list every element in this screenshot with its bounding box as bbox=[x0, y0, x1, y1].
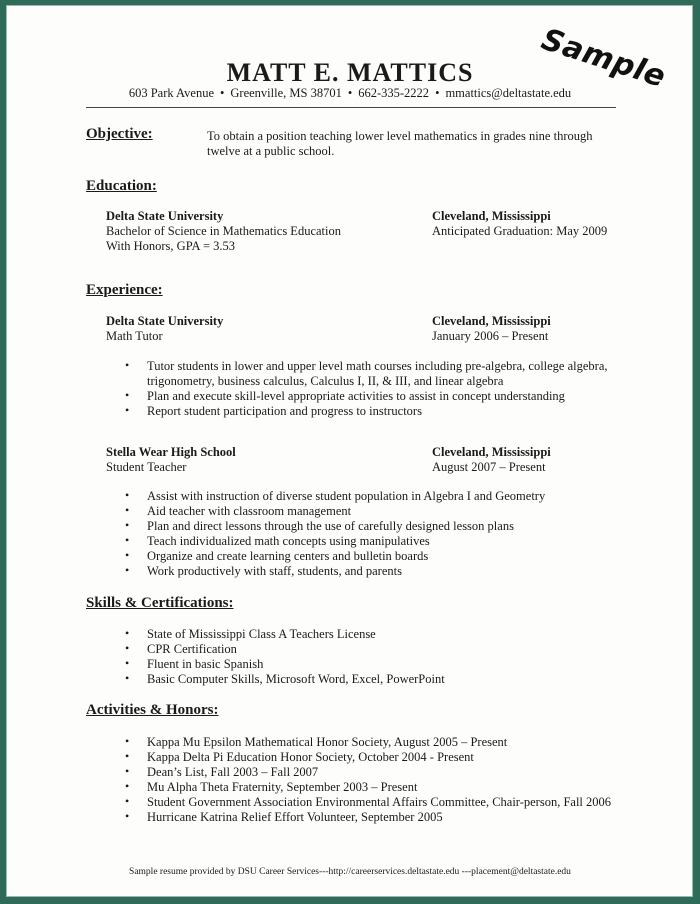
list-item-text: Kappa Delta Pi Education Honor Society, October 2004 - Present bbox=[147, 750, 474, 764]
list-item-text: Student Government Association Environmental Affairs Committee, Chair-person, Fall 2006 bbox=[147, 795, 612, 809]
list-item-text: Assist with instruction of diverse student population in Algebra I and Geometry bbox=[147, 489, 546, 503]
list-item-text: Kappa Mu Epsilon Mathematical Honor Society, August 2005 – Present bbox=[147, 735, 508, 749]
bullet-icon: • bbox=[125, 358, 130, 372]
bullet-icon: • bbox=[125, 764, 130, 778]
job-location: Cleveland, Mississippi bbox=[432, 314, 551, 328]
sample-stamp: Sample bbox=[537, 22, 670, 95]
contact-line bbox=[0, 86, 700, 101]
bullet-icon: • bbox=[125, 794, 130, 808]
job-title: Student Teacher bbox=[106, 460, 187, 474]
resume-name: MATT E. MATTICS bbox=[226, 58, 474, 87]
bullet-icon: • bbox=[125, 388, 130, 402]
list-item-text: Report student participation and progress to instructors bbox=[147, 404, 422, 418]
list-item-text: Organize and create learning centers and bulletin boards bbox=[147, 549, 429, 563]
bullet-icon: • bbox=[125, 809, 130, 823]
objective-line-1: To obtain a position teaching lower level mathematics in grades nine through bbox=[207, 129, 593, 143]
job-dates: August 2007 – Present bbox=[432, 460, 546, 474]
list-item-text: Aid teacher with classroom management bbox=[147, 504, 352, 518]
education-graduation: Anticipated Graduation: May 2009 bbox=[432, 224, 608, 238]
contact-city: Greenville, MS 38701 bbox=[230, 86, 342, 100]
list-item-text: Plan and direct lessons through the use of carefully designed lesson plans bbox=[147, 519, 514, 533]
job-title: Math Tutor bbox=[106, 329, 163, 343]
education-heading: Education: bbox=[86, 178, 157, 194]
experience-heading: Experience: bbox=[86, 282, 163, 298]
objective-line-2: twelve at a public school. bbox=[207, 144, 335, 158]
bullet-icon: • bbox=[125, 403, 130, 417]
activities-heading: Activities & Honors: bbox=[86, 702, 219, 718]
objective-heading: Objective: bbox=[86, 126, 153, 142]
job-dates: January 2006 – Present bbox=[432, 329, 549, 343]
bullet-icon: • bbox=[125, 488, 130, 502]
list-item-text: Dean’s List, Fall 2003 – Fall 2007 bbox=[147, 765, 319, 779]
bullet-icon: • bbox=[125, 656, 130, 670]
job-org: Delta State University bbox=[106, 314, 224, 328]
list-item-text: State of Mississippi Class A Teachers License bbox=[147, 627, 376, 641]
bullet-icon: • bbox=[125, 518, 130, 532]
list-item-text: Teach individualized math concepts using manipulatives bbox=[147, 534, 430, 548]
bullet-icon: • bbox=[125, 734, 130, 748]
education-school: Delta State University bbox=[106, 209, 224, 223]
footer-note: Sample resume provided by DSU Career Services---http://careerservices.deltastate.edu ---placement@deltastate.edu bbox=[129, 867, 571, 877]
bullet-icon: • bbox=[125, 779, 130, 793]
list-item-text: Tutor students in lower and upper level math courses including pre-algebra, college algebra, bbox=[147, 359, 608, 373]
bullet-icon: • bbox=[125, 671, 130, 685]
list-item-text: Hurricane Katrina Relief Effort Volunteer, September 2005 bbox=[147, 810, 443, 824]
list-item-text: Basic Computer Skills, Microsoft Word, Excel, PowerPoint bbox=[147, 672, 445, 686]
education-degree: Bachelor of Science in Mathematics Education bbox=[106, 224, 341, 238]
list-item-text: trigonometry, business calculus, Calculus I, II, & III, and linear algebra bbox=[147, 374, 504, 388]
bullet-icon: • bbox=[125, 548, 130, 562]
contact-phone: 662-335-2222 bbox=[358, 86, 430, 100]
separator-dot: • bbox=[220, 86, 225, 100]
separator-dot: • bbox=[347, 86, 353, 100]
bullet-icon: • bbox=[125, 641, 130, 655]
job-location: Cleveland, Mississippi bbox=[432, 445, 551, 459]
list-item-text: Mu Alpha Theta Fraternity, September 2003 – Present bbox=[147, 780, 418, 794]
bullet-icon: • bbox=[125, 626, 130, 640]
job-org: Stella Wear High School bbox=[106, 445, 236, 459]
education-location: Cleveland, Mississippi bbox=[432, 209, 551, 223]
contact-address: 603 Park Avenue bbox=[128, 86, 214, 100]
list-item-text: Work productively with staff, students, and parents bbox=[147, 564, 402, 578]
skills-heading: Skills & Certifications: bbox=[86, 595, 234, 611]
bullet-icon: • bbox=[125, 533, 130, 547]
separator-dot: • bbox=[435, 86, 440, 100]
bullet-icon: • bbox=[125, 503, 130, 517]
list-item-text: CPR Certification bbox=[147, 642, 237, 656]
education-honors: With Honors, GPA = 3.53 bbox=[106, 239, 236, 253]
list-item-text: Plan and execute skill-level appropriate activities to assist in concept understanding bbox=[147, 389, 565, 403]
bullet-icon: • bbox=[125, 749, 130, 763]
bullet-icon: • bbox=[125, 563, 130, 577]
header-divider bbox=[86, 107, 616, 108]
list-item-text: Fluent in basic Spanish bbox=[147, 657, 264, 671]
contact-email: mmattics@deltastate.edu bbox=[445, 86, 572, 100]
